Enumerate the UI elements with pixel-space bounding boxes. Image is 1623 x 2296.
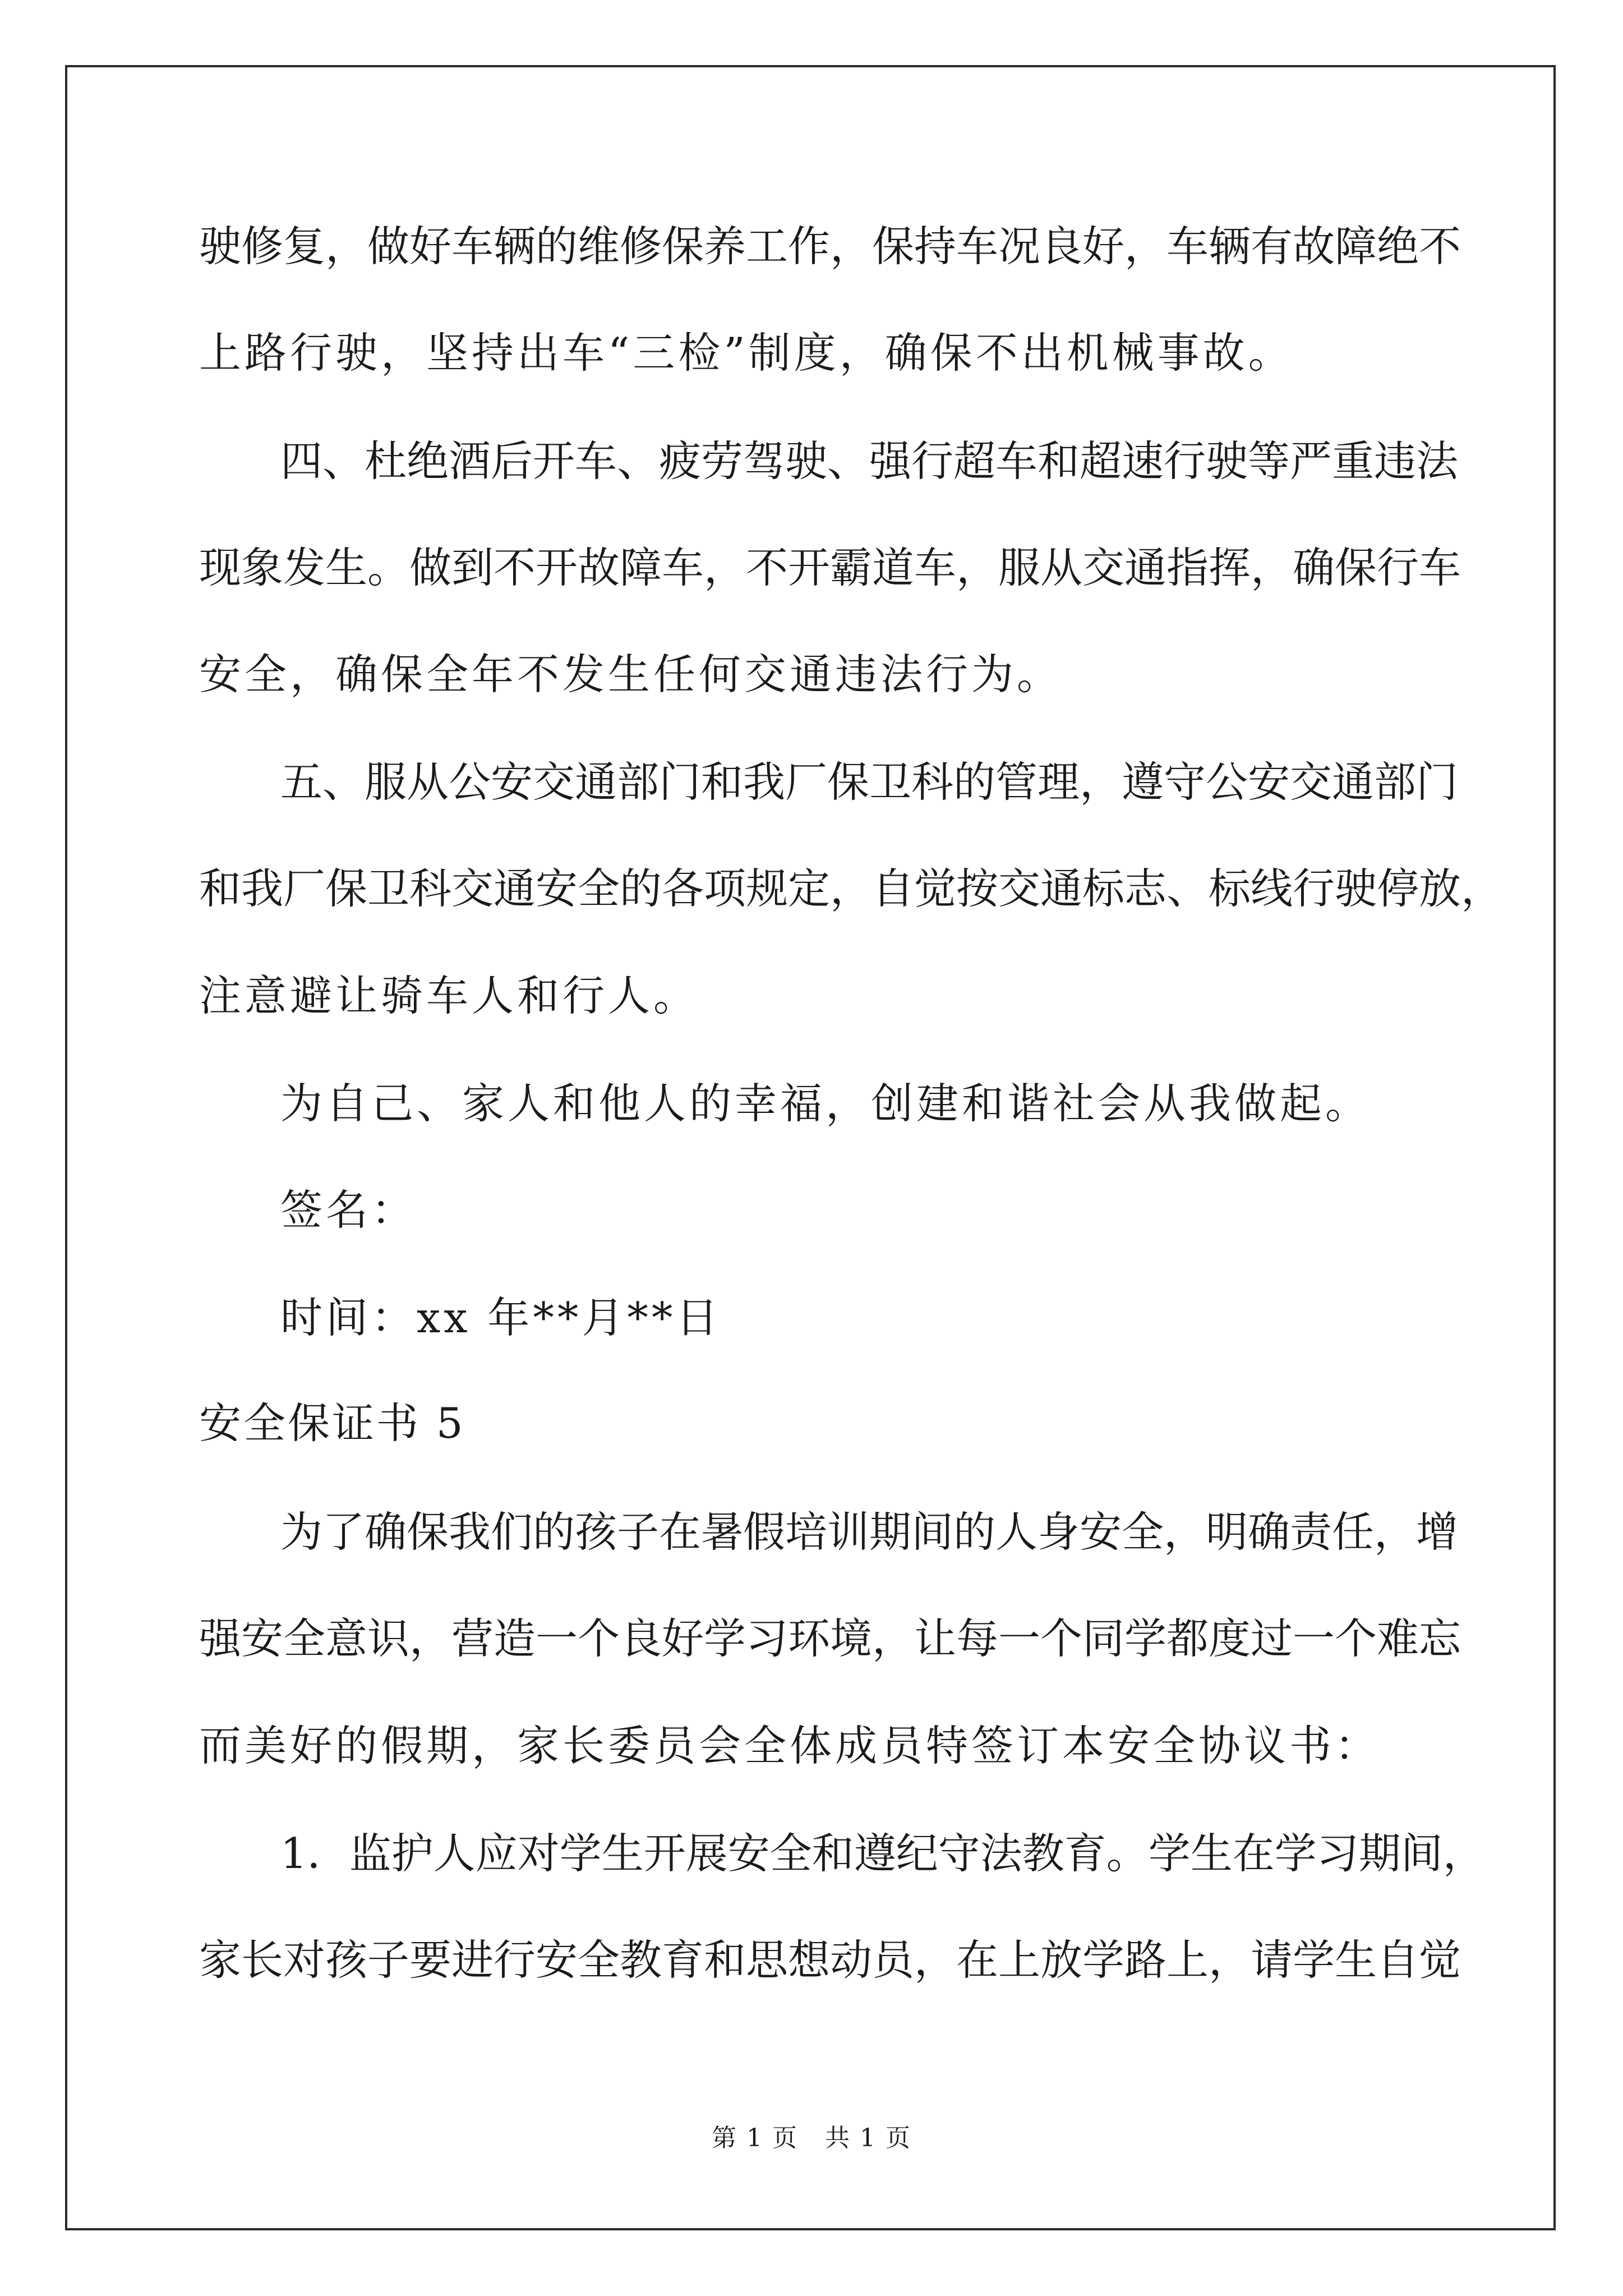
- page-border: [65, 65, 1556, 2230]
- paragraph-five-line: 五、服从公安交通部门和我厂保卫科的管理，遵守公安交通部门: [280, 757, 1459, 807]
- paragraph-four-line: 四、杜绝酒后开车、疲劳驾驶、强行超车和超速行驶等严重违法: [280, 436, 1459, 486]
- body-line: 而美好的假期，家长委员会全体成员特签订本安全协议书：: [199, 1721, 1381, 1770]
- body-line: 安全，确保全年不发生任何交通违法行为。: [199, 650, 1063, 699]
- body-line: 上路行驶，坚持出车“三检”制度，确保不出机械事故。: [199, 328, 1294, 378]
- body-line: 和我厂保卫科交通安全的各项规定，自觉按交通标志、标线行驶停放，: [199, 864, 1504, 913]
- item-one-line: 1．监护人应对学生开展安全和遵纪守法教育。学生在学习期间，: [280, 1829, 1485, 1878]
- body-line: 为了确保我们的孩子在暑假培训期间的人身安全，明确责任，增: [280, 1507, 1459, 1557]
- body-line: 现象发生。做到不开故障车，不开霸道车，服从交通指挥，确保行车: [199, 543, 1461, 592]
- body-line: 强安全意识，营造一个良好学习环境，让每一个同学都度过一个难忘: [199, 1614, 1461, 1663]
- body-line: 家长对孩子要进行安全教育和思想动员，在上放学路上，请学生自觉: [199, 1935, 1461, 1985]
- signature-line: 签名：: [280, 1185, 417, 1235]
- body-line: 驶修复，做好车辆的维修保养工作，保持车况良好，车辆有故障绝不: [199, 222, 1461, 271]
- date-line: 时间：xx 年**月**日: [280, 1293, 722, 1342]
- body-line: 注意避让骑车人和行人。: [199, 971, 699, 1020]
- page-footer: 第 1 页 共 1 页: [712, 2124, 911, 2152]
- section-heading: 安全保证书 5: [199, 1398, 465, 1448]
- closing-line: 为自己、家人和他人的幸福，创建和谐社会从我做起。: [280, 1079, 1371, 1128]
